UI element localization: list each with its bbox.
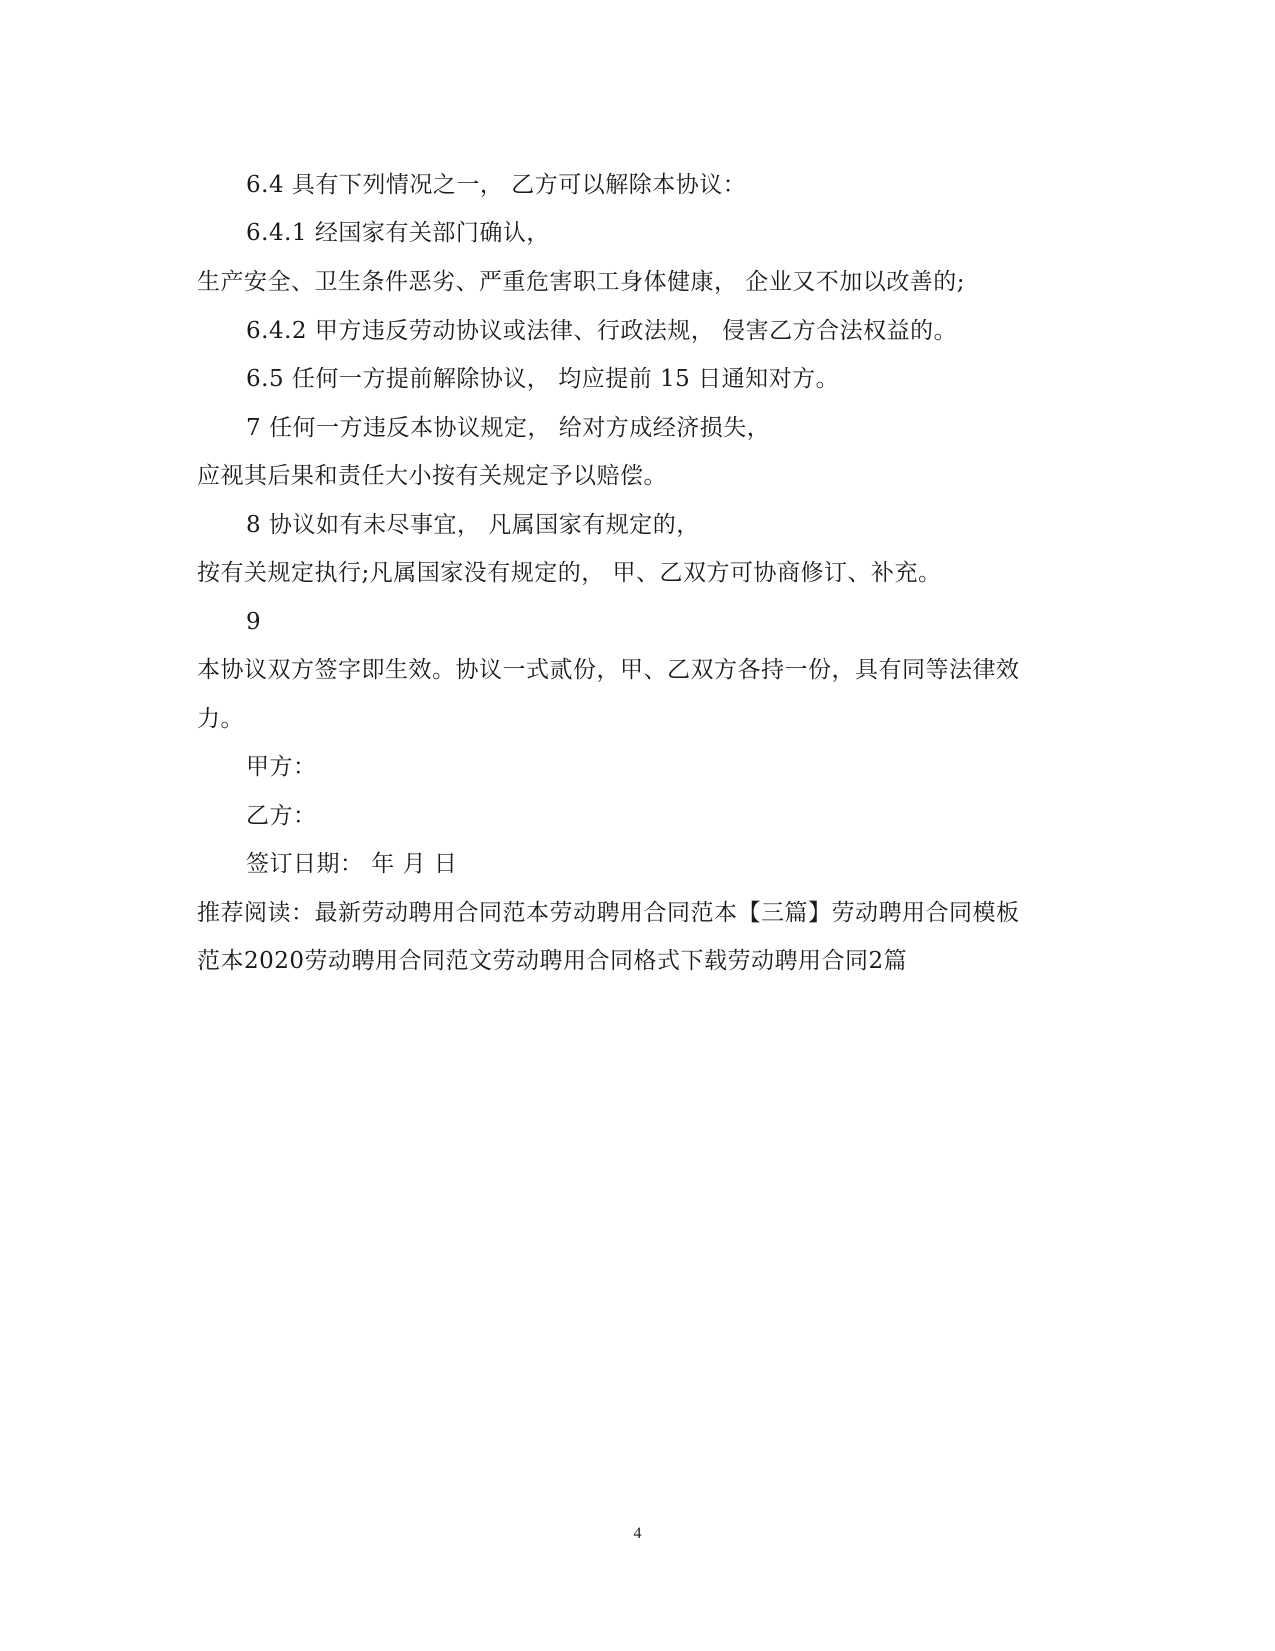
party-b-label: 乙方：	[246, 803, 317, 829]
clause-8: 8 协议如有未尽事宜， 凡属国家有规定的，	[246, 512, 700, 538]
clause-6-4-2: 6.4.2 甲方违反劳动协议或法律、行政法规， 侵害乙方合法权益的。	[246, 318, 958, 344]
clause-7: 7 任何一方违反本协议规定， 给对方成经济损失，	[246, 415, 771, 441]
clause-9-number: 9	[246, 609, 262, 635]
recommended-reading-continued: 范本2020劳动聘用合同范文劳动聘用合同格式下载劳动聘用合同2篇	[197, 948, 908, 974]
clause-9-continued: 力。	[197, 706, 244, 732]
party-a-label: 甲方：	[246, 754, 317, 780]
recommended-reading: 推荐阅读：最新劳动聘用合同范本劳动聘用合同范本【三篇】劳动聘用合同模板	[197, 900, 1020, 926]
clause-6-4-1-continued: 生产安全、卫生条件恶劣、严重危害职工身体健康， 企业又不加以改善的;	[197, 269, 966, 295]
signing-date: 签订日期： 年 月 日	[246, 851, 458, 877]
clause-8-continued: 按有关规定执行;凡属国家没有规定的， 甲、乙双方可协商修订、补充。	[197, 560, 942, 586]
clause-9: 本协议双方签字即生效。协议一式贰份，甲、乙双方各持一份，具有同等法律效	[197, 657, 1020, 683]
clause-6-4-1: 6.4.1 经国家有关部门确认，	[246, 220, 550, 246]
page-number: 4	[633, 1525, 642, 1542]
clause-7-continued: 应视其后果和责任大小按有关规定予以赔偿。	[197, 463, 667, 489]
clause-6-4: 6.4 具有下列情况之一， 乙方可以解除本协议：	[246, 172, 747, 198]
clause-6-5: 6.5 任何一方提前解除协议， 均应提前 15 日通知对方。	[246, 366, 840, 392]
